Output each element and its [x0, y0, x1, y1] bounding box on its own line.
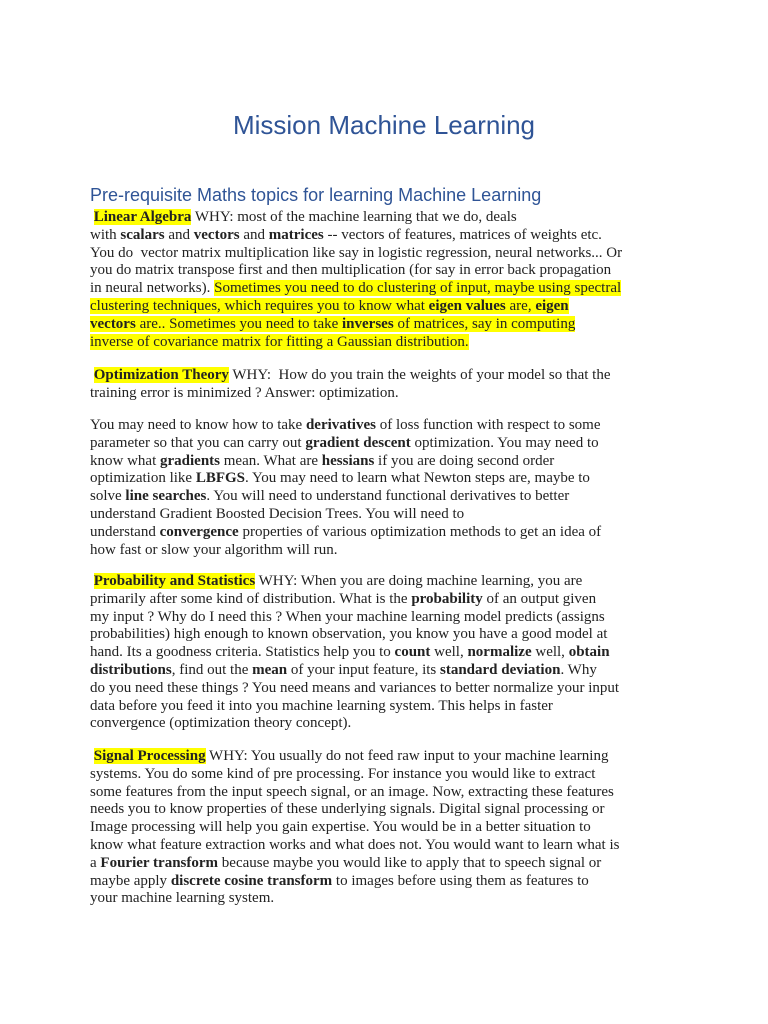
- paragraph-signal-processing: [90, 748, 619, 908]
- text-line: [90, 766, 619, 784]
- text-run: how fast or slow your algorithm will run.: [90, 541, 338, 558]
- bold-term: distributions: [90, 661, 172, 678]
- text-line: [90, 453, 601, 471]
- text-run: WHY: How do you train the weights of your model so that the: [228, 367, 611, 383]
- highlighted-text: eigen: [535, 297, 569, 314]
- text-run: well,: [430, 644, 468, 661]
- text-line: [90, 890, 619, 908]
- text-run: in neural networks).: [90, 280, 215, 297]
- text-line: [90, 609, 619, 627]
- bold-term: convergence: [159, 523, 239, 540]
- text-run: understand Gradient Boosted Decision Trees. You will need to: [90, 505, 465, 522]
- bold-term: discrete cosine transform: [170, 872, 333, 889]
- text-run: You do vector matrix multiplication like say in logistic regression, neural networks... Or: [90, 244, 623, 261]
- bold-term: probability: [411, 590, 483, 607]
- text-run: . You will need to understand functional derivatives to better: [206, 488, 570, 505]
- bold-term: standard deviation: [440, 661, 561, 678]
- highlighted-text: Optimization Theory: [93, 367, 229, 383]
- text-line: [90, 748, 619, 766]
- text-line: [90, 801, 619, 819]
- text-line: [90, 470, 601, 488]
- bold-term: line searches: [125, 488, 207, 505]
- section-heading: Pre-requisite Maths topics for learning Machine Learning: [90, 185, 542, 205]
- text-run: primarily after some kind of distribution. What is the: [90, 590, 412, 607]
- paragraph-optimization-details: [90, 417, 601, 559]
- text-run: systems. You do some kind of pre processing. For instance you would like to extract: [90, 765, 596, 782]
- text-line: [90, 626, 619, 644]
- text-run: know what: [90, 452, 160, 469]
- text-line: [90, 488, 601, 506]
- text-run: WHY: You usually do not feed raw input to your machine learning: [205, 748, 609, 764]
- highlighted-text: Linear Algebra: [93, 209, 192, 225]
- bold-term: scalars: [120, 226, 165, 243]
- paragraph-optimization-theory: [90, 367, 611, 403]
- text-run: if you are doing second order: [374, 452, 555, 469]
- text-line: [90, 524, 601, 542]
- text-run: optimization. You may need to: [410, 434, 599, 451]
- text-line: [90, 819, 619, 837]
- bold-term: Fourier transform: [100, 854, 219, 871]
- text-line: [90, 698, 619, 716]
- highlighted-text: Probability and Statistics: [93, 573, 256, 589]
- bold-term: gradients: [160, 452, 220, 469]
- text-run: and: [239, 226, 269, 243]
- bold-term: gradient descent: [305, 434, 411, 451]
- text-line: [90, 715, 619, 733]
- highlighted-text: vectors: [90, 315, 136, 332]
- text-line: [90, 837, 619, 855]
- text-run: solve: [90, 488, 126, 505]
- text-run: convergence (optimization theory concept).: [90, 715, 352, 732]
- text-run: some features from the input speech signal, or an image. Now, extracting these features: [90, 783, 614, 800]
- bold-term: obtain: [568, 644, 610, 661]
- paragraph-probability-statistics: [90, 573, 619, 733]
- text-run: do you need these things ? You need means and variances to better normalize your input: [90, 679, 620, 696]
- text-run: data before you feed it into you machine learning system. This helps in faster: [90, 697, 553, 714]
- text-run: probabilities) high enough to known observation, you know you have a good model at: [90, 626, 608, 643]
- text-line: [90, 367, 611, 385]
- text-line: [90, 227, 622, 245]
- text-line: [90, 435, 601, 453]
- text-run: understand: [90, 523, 160, 540]
- text-line: [90, 662, 619, 680]
- text-run: of an output given: [482, 590, 597, 607]
- text-run: parameter so that you can carry out: [90, 434, 306, 451]
- bold-term: hessians: [321, 452, 375, 469]
- text-line: [90, 784, 619, 802]
- text-run: with: [90, 226, 121, 243]
- document-title: Mission Machine Learning: [232, 110, 536, 140]
- text-run: optimization like: [90, 470, 196, 487]
- text-run: Image processing will help you gain expertise. You would be in a better situation to: [90, 819, 591, 836]
- text-line: [90, 334, 622, 352]
- text-line: [90, 542, 601, 560]
- highlighted-text: are.. Sometimes you need to take: [135, 315, 343, 332]
- bold-term: LBFGS: [195, 470, 246, 487]
- text-line: [90, 644, 619, 662]
- text-run: -- vectors of features, matrices of weights etc.: [323, 226, 602, 243]
- bold-term: count: [394, 644, 431, 661]
- paragraph-linear-algebra: [90, 209, 622, 351]
- highlighted-text: inverse of covariance matrix for fitting a Gaussian distribution.: [90, 333, 469, 350]
- text-run: training error is minimized ? Answer: optimization.: [90, 384, 399, 401]
- text-line: [90, 873, 619, 891]
- text-line: [90, 855, 619, 873]
- text-run: hand. Its a goodness criteria. Statistics help you to: [90, 644, 395, 661]
- text-run: , find out the: [171, 661, 253, 678]
- text-line: [90, 316, 622, 334]
- text-line: [90, 298, 622, 316]
- highlighted-text: Sometimes you need to do clustering of input, maybe using spectral: [214, 280, 622, 297]
- text-run: of your input feature, its: [287, 661, 440, 678]
- text-line: [90, 245, 622, 263]
- text-run: because maybe you would like to apply that to speech signal or: [218, 854, 602, 871]
- text-run: . Why: [560, 661, 597, 678]
- bold-term: derivatives: [305, 417, 376, 433]
- highlighted-text: are,: [505, 297, 536, 314]
- highlighted-text: clustering techniques, which requires you to know what: [90, 297, 429, 314]
- highlighted-text: of matrices, say in computing: [393, 315, 576, 332]
- text-run: You may need to know how to take: [90, 417, 306, 433]
- highlighted-text: inverses: [342, 315, 394, 332]
- text-run: . You may need to learn what Newton steps are, maybe to: [245, 470, 590, 487]
- text-run: mean. What are: [220, 452, 322, 469]
- text-run: my input ? Why do I need this ? When your machine learning model predicts (assigns: [90, 608, 605, 625]
- text-line: [90, 209, 622, 227]
- text-run: know what feature extraction works and what does not. You would want to learn what is: [90, 836, 620, 853]
- text-line: [90, 680, 619, 698]
- text-run: WHY: most of the machine learning that we do, deals: [191, 209, 517, 225]
- text-run: a: [90, 854, 101, 871]
- text-line: [90, 262, 622, 280]
- text-run: to images before using them as features to: [332, 872, 589, 889]
- text-run: of loss function with respect to some: [375, 417, 601, 433]
- text-run: WHY: When you are doing machine learning, you are: [255, 573, 583, 589]
- highlighted-text: eigen values: [428, 297, 506, 314]
- bold-term: normalize: [467, 644, 532, 661]
- highlighted-text: Signal Processing: [93, 748, 206, 764]
- text-run: and: [164, 226, 194, 243]
- text-line: [90, 385, 611, 403]
- text-line: [90, 506, 601, 524]
- bold-term: mean: [252, 661, 288, 678]
- text-line: [90, 591, 619, 609]
- bold-term: vectors: [193, 226, 240, 243]
- bold-term: matrices: [268, 226, 324, 243]
- text-line: [90, 417, 601, 435]
- text-line: [90, 280, 622, 298]
- text-run: needs you to know properties of these underlying signals. Digital signal processing or: [90, 801, 605, 818]
- text-run: your machine learning system.: [90, 890, 275, 907]
- text-run: maybe apply: [90, 872, 171, 889]
- text-run: well,: [531, 644, 569, 661]
- text-run: properties of various optimization methods to get an idea of: [238, 523, 602, 540]
- text-run: you do matrix transpose first and then multiplication (for say in error back propagation: [90, 262, 612, 279]
- text-line: [90, 573, 619, 591]
